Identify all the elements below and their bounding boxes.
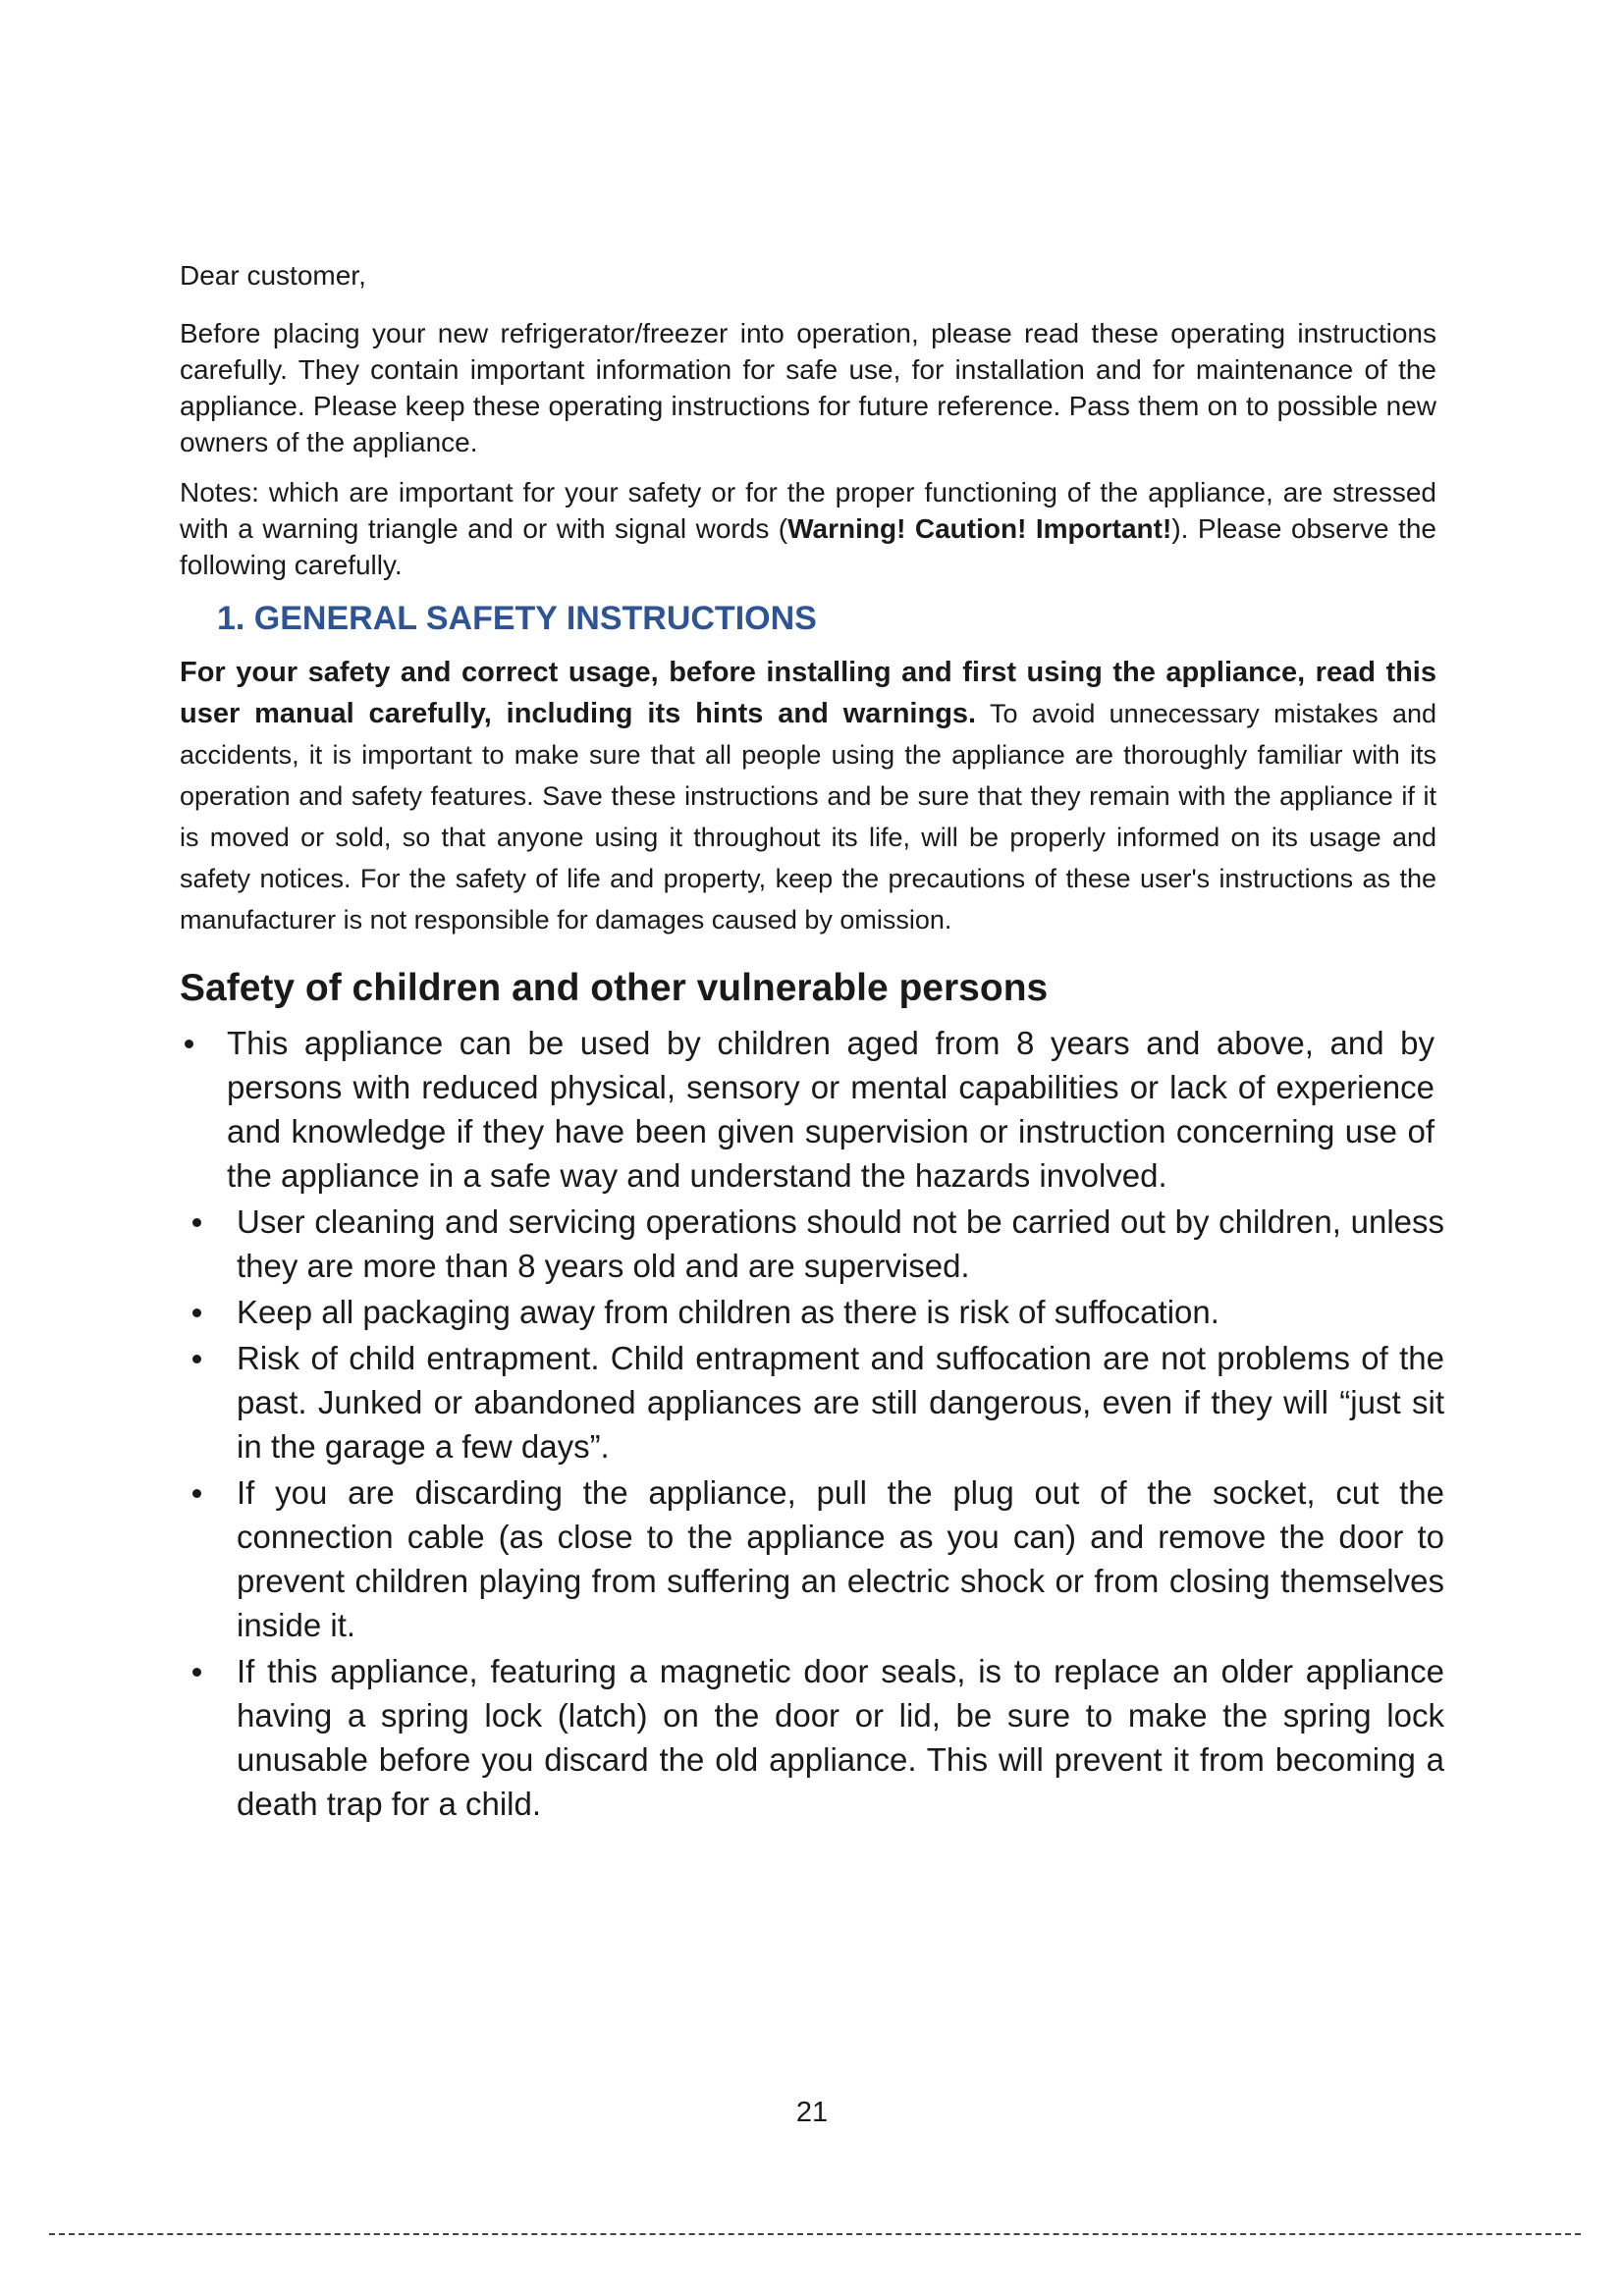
bullet-icon — [192, 1355, 201, 1363]
list-item-text: This appliance can be used by children aged from 8 years and above, and by persons with reduced physical, sensory or mental capabilities or lack of experience and knowledge if they have been given supervision or instruction concerning use of the appliance in a safe way and understand the hazards involved. — [227, 1025, 1435, 1194]
list-item — [180, 1470, 1444, 1647]
list-item — [180, 1649, 1444, 1826]
list-item-text: Risk of child entrapment. Child entrapment and suffocation are not problems of the past. Junked or abandoned appliances are still dangerous, even if they will “just sit in the garage a few days”. — [237, 1340, 1444, 1465]
section-heading: 1. GENERAL SAFETY INSTRUCTIONS — [217, 600, 817, 637]
list-item — [180, 1200, 1444, 1288]
footer-divider — [49, 2233, 1581, 2235]
bullet-icon — [185, 1040, 193, 1048]
bullet-icon — [192, 1668, 201, 1677]
list-item — [180, 1021, 1435, 1198]
list-item — [180, 1290, 1444, 1334]
list-item-text: If you are discarding the appliance, pull the plug out of the socket, cut the connection cable (as close to the appliance as you can) and remove the door to prevent children playing from suffering an electric shock or from closing themselves inside it. — [237, 1474, 1444, 1643]
bullet-icon — [192, 1218, 201, 1227]
children-safety-list — [180, 1021, 1444, 1826]
notes-text-before: Notes: which are important for your safety or for the proper functioning of the appliance, are stressed with a warning triangle and or with signal words ( — [180, 477, 1436, 544]
page-number: 21 — [795, 2097, 829, 2128]
general-safety-paragraph — [180, 652, 1436, 940]
children-safety-heading: Safety of children and other vulnerable persons — [180, 967, 1049, 1009]
bullet-icon — [192, 1308, 201, 1317]
bullet-icon — [192, 1489, 201, 1498]
general-safety-body: To avoid unnecessary mistakes and accidents, it is important to make sure that all people using the appliance are thoroughly familiar with its operation and safety features. Save these instructions and be sure that they remain with the appliance if it is moved or sold, so that anyone using it throughout its life, will be properly informed on its usage and safety notices. For the safety of life and property, keep the precautions of these user's instructions as the manufacturer is not responsible for damages caused by omission. — [180, 699, 1436, 934]
list-item-text: If this appliance, featuring a magnetic door seals, is to replace an older appliance having a spring lock (latch) on the door or lid, be sure to make the spring lock unusable before you discard the old appliance. This will prevent it from becoming a death trap for a child. — [237, 1653, 1444, 1822]
list-item-text: User cleaning and servicing operations should not be carried out by children, unless they are more than 8 years old and are supervised. — [237, 1203, 1444, 1284]
greeting: Dear customer, — [180, 260, 366, 291]
page-content — [180, 257, 1444, 1828]
notes-text-after: ). Please observe the following carefully. — [180, 513, 1436, 580]
intro-paragraph: Before placing your new refrigerator/freezer into operation, please read these operating instructions carefully. They contain important information for safe use, for installation and for maintenance of the appliance. Please keep these operating instructions for future reference. Pass them on to possible new owners of the appliance. — [180, 318, 1436, 457]
general-safety-lead: For your safety and correct usage, before installing and first using the appliance, read this user manual carefully, including its hints and warnings. — [180, 657, 1436, 729]
list-item-text: Keep all packaging away from children as there is risk of suffocation. — [237, 1294, 1219, 1330]
signal-words: Warning! Caution! Important! — [787, 513, 1172, 544]
notes-paragraph — [180, 474, 1436, 583]
list-item — [180, 1336, 1444, 1468]
